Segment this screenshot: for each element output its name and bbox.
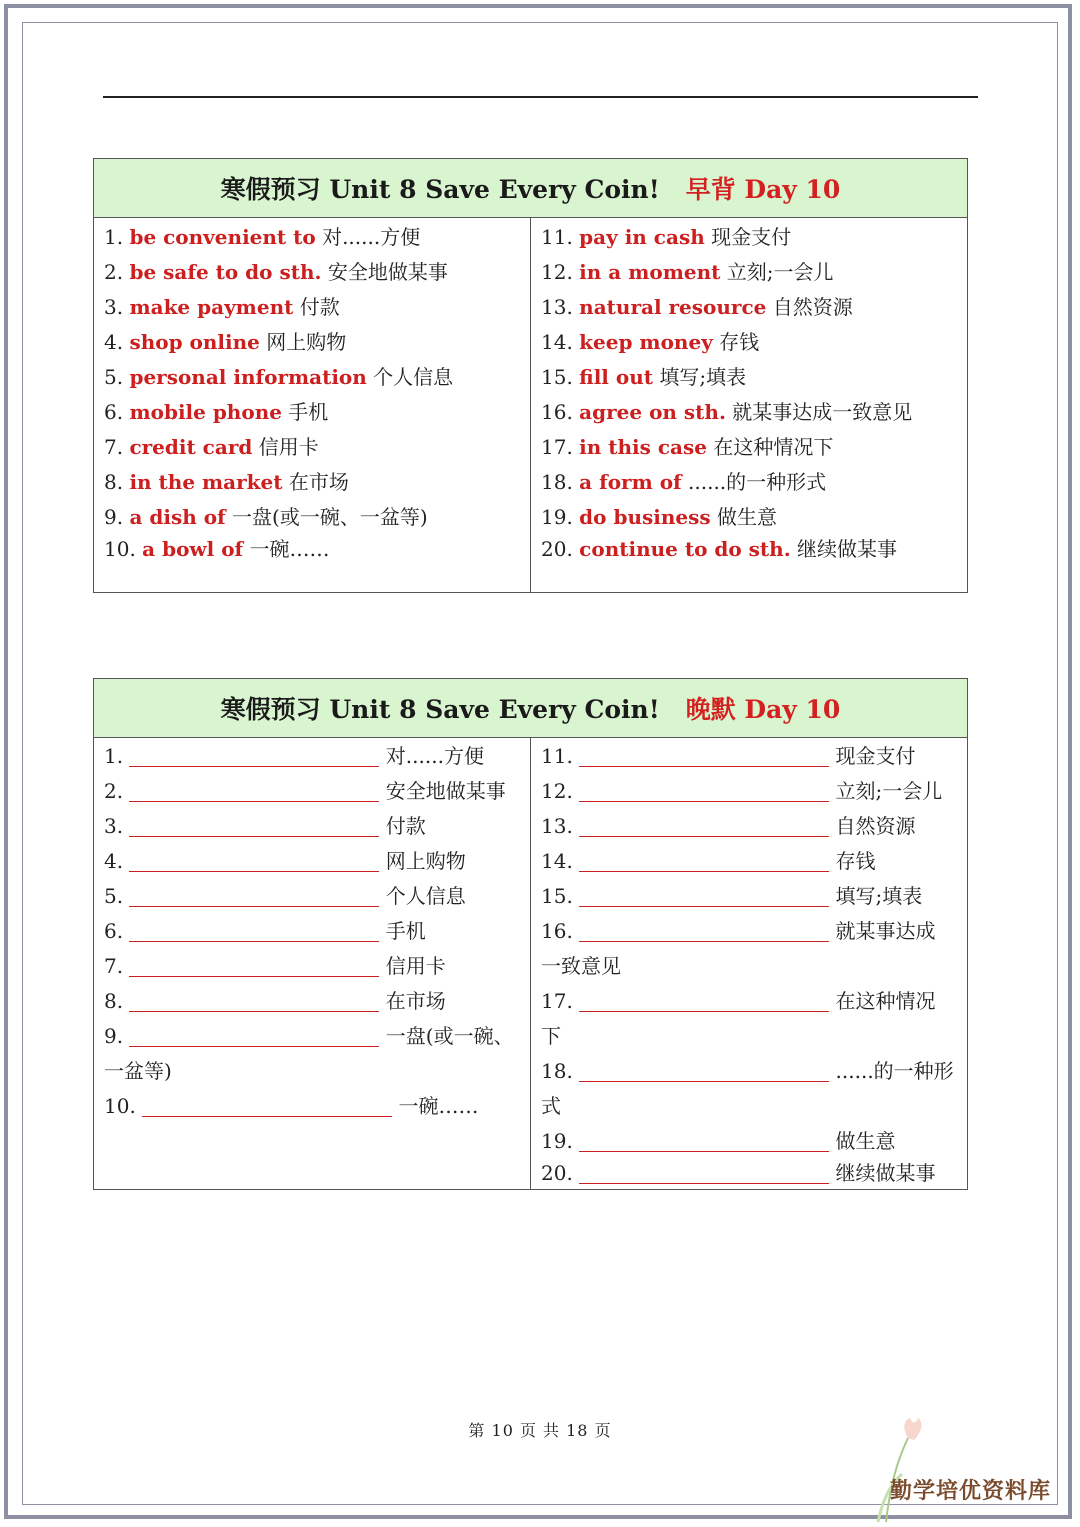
evening-item xyxy=(104,848,466,874)
item-chinese-meaning: 填写;填表 xyxy=(653,365,747,389)
morning-item xyxy=(541,224,791,250)
item-number: 13. xyxy=(541,295,580,319)
morning-item xyxy=(541,434,833,460)
item-chinese-meaning: 继续做某事 xyxy=(829,1161,936,1185)
item-chinese-meaning: 手机 xyxy=(379,919,426,943)
morning-item xyxy=(541,259,833,285)
item-number: 17. xyxy=(541,989,580,1013)
item-number: 4. xyxy=(104,330,130,354)
item-english-phrase: be convenient to xyxy=(129,225,316,249)
watermark-text: 勤学培优资料库 xyxy=(890,1478,1052,1504)
item-number: 18. xyxy=(541,470,580,494)
morning-item xyxy=(104,434,319,460)
item-number: 10. xyxy=(104,1094,143,1118)
morning-item xyxy=(541,536,897,562)
morning-item xyxy=(541,399,912,425)
header-rule xyxy=(103,96,978,98)
item-number: 19. xyxy=(541,505,580,529)
morning-panel xyxy=(93,158,968,593)
item-chinese-meaning-wrap: 式 xyxy=(541,1094,561,1118)
item-number: 12. xyxy=(541,260,580,284)
evening-item xyxy=(104,883,466,909)
evening-panel-body xyxy=(94,738,967,1190)
item-chinese-meaning: 填写;填表 xyxy=(829,884,923,908)
item-chinese-meaning: 信用卡 xyxy=(252,435,319,459)
item-chinese-meaning: 立刻;一会儿 xyxy=(829,779,943,803)
item-english-phrase: natural resource xyxy=(579,295,767,319)
answer-blank[interactable] xyxy=(579,800,829,802)
answer-blank[interactable] xyxy=(129,940,379,942)
item-english-phrase: fill out xyxy=(579,365,653,389)
item-number: 5. xyxy=(104,365,130,389)
morning-item xyxy=(104,224,420,250)
morning-item xyxy=(541,504,777,530)
item-english-phrase: mobile phone xyxy=(129,400,282,424)
item-number: 11. xyxy=(541,744,580,768)
answer-blank[interactable] xyxy=(129,905,379,907)
item-chinese-meaning: 做生意 xyxy=(710,505,777,529)
item-chinese-meaning: 对......方便 xyxy=(315,225,421,249)
item-chinese-meaning: 继续做某事 xyxy=(790,537,898,561)
evening-item xyxy=(541,1128,896,1154)
evening-item xyxy=(541,743,916,769)
morning-item xyxy=(541,364,746,390)
item-chinese-meaning: ......的一种形式 xyxy=(681,470,827,494)
item-chinese-meaning: 一盘(或一碗、一盆等) xyxy=(225,505,428,529)
item-chinese-meaning: 在这种情况下 xyxy=(707,435,834,459)
item-english-phrase: personal information xyxy=(129,365,367,389)
item-chinese-meaning: 信用卡 xyxy=(379,954,446,978)
evening-panel-header xyxy=(94,679,967,738)
morning-item xyxy=(541,329,759,355)
morning-item xyxy=(541,469,826,495)
evening-panel xyxy=(93,678,968,1190)
answer-blank[interactable] xyxy=(129,1045,379,1047)
answer-blank[interactable] xyxy=(129,975,379,977)
evening-left-column xyxy=(94,738,531,1190)
evening-item xyxy=(104,1023,514,1049)
morning-item xyxy=(104,364,453,390)
item-english-phrase: make payment xyxy=(129,295,294,319)
item-english-phrase: a form of xyxy=(579,470,682,494)
item-chinese-meaning: 对......方便 xyxy=(379,744,484,768)
item-chinese-meaning: 在这种情况 xyxy=(829,989,936,1013)
item-number: 18. xyxy=(541,1059,580,1083)
item-chinese-meaning: 个人信息 xyxy=(379,884,466,908)
item-english-phrase: in this case xyxy=(579,435,707,459)
answer-blank[interactable] xyxy=(129,870,379,872)
item-number: 17. xyxy=(541,435,580,459)
item-chinese-meaning-wrap: 下 xyxy=(541,1024,561,1048)
item-number: 16. xyxy=(541,400,580,424)
item-number: 7. xyxy=(104,954,130,978)
item-english-phrase: a dish of xyxy=(129,505,226,529)
item-chinese-meaning: 一碗…… xyxy=(243,537,330,561)
item-english-phrase: keep money xyxy=(579,330,713,354)
evening-item xyxy=(104,778,506,804)
item-chinese-meaning: 自然资源 xyxy=(829,814,916,838)
item-number: 7. xyxy=(104,435,130,459)
item-number: 5. xyxy=(104,884,130,908)
item-number: 2. xyxy=(104,779,130,803)
evening-item xyxy=(541,988,936,1014)
item-number: 14. xyxy=(541,330,580,354)
tulip-icon xyxy=(868,1418,1068,1523)
evening-item xyxy=(541,778,942,804)
item-chinese-meaning-wrap: 一致意见 xyxy=(541,954,621,978)
item-number: 16. xyxy=(541,919,580,943)
item-number: 10. xyxy=(104,537,143,561)
evening-item xyxy=(541,1058,954,1084)
watermark xyxy=(868,1418,1068,1523)
item-number: 3. xyxy=(104,295,130,319)
item-number: 2. xyxy=(104,260,130,284)
item-number: 20. xyxy=(541,537,580,561)
item-chinese-meaning: 现金支付 xyxy=(829,744,916,768)
item-english-phrase: a bowl of xyxy=(142,537,244,561)
item-number: 9. xyxy=(104,1024,130,1048)
item-number: 11. xyxy=(541,225,580,249)
evening-item xyxy=(104,813,426,839)
item-number: 8. xyxy=(104,470,130,494)
answer-blank[interactable] xyxy=(579,1080,829,1082)
morning-subtitle: 早背 Day 10 xyxy=(685,175,841,204)
item-chinese-meaning: 付款 xyxy=(293,295,340,319)
item-chinese-meaning: 网上购物 xyxy=(379,849,466,873)
item-chinese-meaning: ......的一种形 xyxy=(829,1059,954,1083)
evening-item xyxy=(541,813,916,839)
item-chinese-meaning: 自然资源 xyxy=(766,295,853,319)
answer-blank[interactable] xyxy=(142,1115,392,1117)
evening-item xyxy=(104,953,446,979)
morning-panel-body xyxy=(94,218,967,593)
item-chinese-meaning-wrap: 一盆等) xyxy=(104,1059,172,1083)
item-number: 20. xyxy=(541,1161,580,1185)
morning-item xyxy=(104,294,340,320)
item-english-phrase: continue to do sth. xyxy=(579,537,791,561)
item-chinese-meaning: 个人信息 xyxy=(366,365,454,389)
item-chinese-meaning: 就某事达成一致意见 xyxy=(725,400,913,424)
evening-item xyxy=(104,743,484,769)
morning-item xyxy=(104,504,428,530)
item-number: 6. xyxy=(104,400,130,424)
evening-right-column xyxy=(531,738,967,1190)
evening-item xyxy=(541,848,876,874)
evening-title: 寒假预习 Unit 8 Save Every Coin! xyxy=(220,695,660,724)
answer-blank[interactable] xyxy=(579,1150,829,1152)
item-chinese-meaning: 一盘(或一碗、 xyxy=(379,1024,514,1048)
item-chinese-meaning: 就某事达成 xyxy=(829,919,936,943)
item-number: 1. xyxy=(104,744,130,768)
answer-blank[interactable] xyxy=(129,765,379,767)
evening-subtitle: 晚默 Day 10 xyxy=(685,695,841,724)
morning-item xyxy=(541,294,853,320)
page-number: 第 10 页 共 18 页 xyxy=(468,1421,612,1440)
item-number: 15. xyxy=(541,884,580,908)
answer-blank[interactable] xyxy=(579,940,829,942)
morning-left-column xyxy=(94,218,531,593)
item-chinese-meaning: 手机 xyxy=(281,400,329,424)
evening-item xyxy=(541,918,936,944)
item-number: 19. xyxy=(541,1129,580,1153)
item-english-phrase: credit card xyxy=(129,435,253,459)
evening-item xyxy=(104,988,446,1014)
morning-item xyxy=(104,469,349,495)
item-chinese-meaning: 现金支付 xyxy=(704,225,792,249)
item-english-phrase: agree on sth. xyxy=(579,400,726,424)
item-number: 1. xyxy=(104,225,130,249)
item-english-phrase: shop online xyxy=(129,330,260,354)
answer-blank[interactable] xyxy=(579,870,829,872)
item-number: 4. xyxy=(104,849,130,873)
morning-item xyxy=(104,399,328,425)
morning-item xyxy=(104,329,346,355)
item-number: 9. xyxy=(104,505,130,529)
item-english-phrase: in the market xyxy=(129,470,283,494)
answer-blank[interactable] xyxy=(579,1182,829,1184)
item-english-phrase: in a moment xyxy=(579,260,721,284)
answer-blank[interactable] xyxy=(579,765,829,767)
item-number: 12. xyxy=(541,779,580,803)
item-number: 13. xyxy=(541,814,580,838)
answer-blank[interactable] xyxy=(579,835,829,837)
item-chinese-meaning: 一碗…… xyxy=(392,1094,479,1118)
evening-item xyxy=(104,918,426,944)
answer-blank[interactable] xyxy=(579,905,829,907)
morning-panel-header xyxy=(94,159,967,218)
item-number: 8. xyxy=(104,989,130,1013)
evening-item xyxy=(104,1093,479,1119)
item-english-phrase: be safe to do sth. xyxy=(129,260,322,284)
evening-item xyxy=(541,883,922,909)
evening-item xyxy=(541,1160,936,1186)
item-chinese-meaning: 立刻;一会儿 xyxy=(720,260,834,284)
item-english-phrase: pay in cash xyxy=(579,225,705,249)
morning-item xyxy=(104,536,330,562)
item-number: 3. xyxy=(104,814,130,838)
item-chinese-meaning: 安全地做某事 xyxy=(321,260,448,284)
answer-blank[interactable] xyxy=(579,1010,829,1012)
item-chinese-meaning: 安全地做某事 xyxy=(379,779,506,803)
item-english-phrase: do business xyxy=(579,505,711,529)
morning-title: 寒假预习 Unit 8 Save Every Coin! xyxy=(220,175,660,204)
item-number: 15. xyxy=(541,365,580,389)
item-chinese-meaning: 存钱 xyxy=(829,849,876,873)
morning-right-column xyxy=(531,218,967,593)
morning-item xyxy=(104,259,448,285)
answer-blank[interactable] xyxy=(129,800,379,802)
item-number: 14. xyxy=(541,849,580,873)
item-chinese-meaning: 付款 xyxy=(379,814,426,838)
item-chinese-meaning: 做生意 xyxy=(829,1129,896,1153)
item-chinese-meaning: 在市场 xyxy=(379,989,446,1013)
answer-blank[interactable] xyxy=(129,1010,379,1012)
item-number: 6. xyxy=(104,919,130,943)
item-chinese-meaning: 网上购物 xyxy=(259,330,347,354)
item-chinese-meaning: 在市场 xyxy=(282,470,349,494)
answer-blank[interactable] xyxy=(129,835,379,837)
item-chinese-meaning: 存钱 xyxy=(712,330,760,354)
